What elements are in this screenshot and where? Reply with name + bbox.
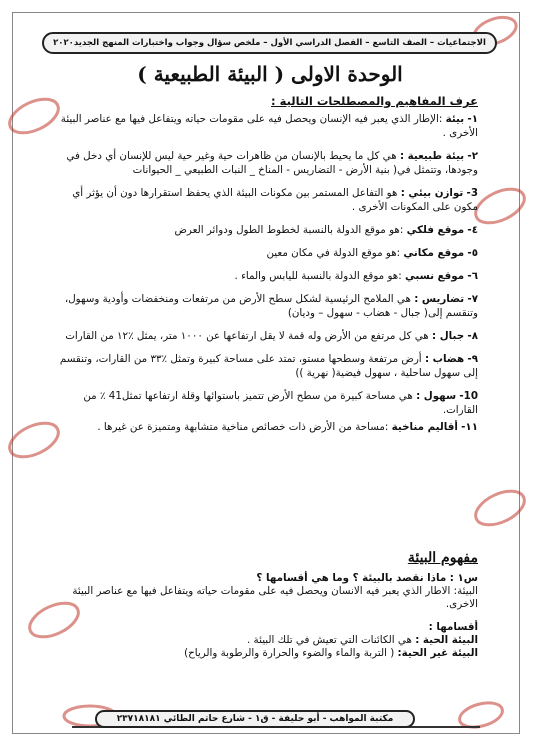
- definition-term: هضاب :: [424, 353, 465, 365]
- parts-heading: أقسامها :: [428, 621, 478, 633]
- definition-number: ١-: [467, 113, 478, 125]
- watermark-stamp-left-1: [4, 96, 64, 136]
- definition-text: هي الملامح الرئيسية لشكل سطح الأرض من مرتفعات ومنخفضات وأودية وسهول، وتنقسم إلى( جبال - هضاب - سهول – وديان): [64, 293, 478, 319]
- definition-term: جبال :: [432, 330, 465, 342]
- concept-qa: [56, 572, 478, 660]
- definition-number: 10-: [459, 390, 478, 402]
- definition-item: [56, 269, 478, 283]
- living-environment-label: البيئة الحية :: [415, 634, 478, 646]
- definition-text: :هو موقع الدولة بالنسبة لخطوط الطول ودوائر العرض: [174, 224, 404, 236]
- definition-number: ٤-: [467, 224, 478, 236]
- definition-item: [56, 420, 478, 434]
- definition-number: ٥-: [467, 247, 478, 259]
- definition-text: :هو موقع الدولة في مكان معين: [266, 247, 401, 259]
- definition-item: [56, 223, 478, 237]
- definition-item: [56, 246, 478, 260]
- definition-number: ٩-: [467, 353, 478, 365]
- definition-item: [56, 389, 478, 417]
- definition-text: :الإطار الذي يعبر فيه الإنسان ويحصل فيه على مقومات حياته ويتفاعل فيها مع عناصر البيئة الأخرى .: [60, 113, 478, 139]
- definition-text: هي كل مرتفع من الأرض وله قمة لا يقل ارتفاعها عن ١٠٠٠ متر، يمثل ٪١٢ من القارات: [65, 330, 429, 342]
- living-environment-line: [56, 634, 478, 647]
- page-header: [42, 32, 497, 54]
- watermark-stamp-right-1: [470, 186, 530, 226]
- footer-text: مكتبة المواهب - أبو حليفة - ق١ - شارع حاتم الطائي ٢٣٧١٨١٨١: [116, 714, 394, 724]
- definition-term: أقاليم مناخية: [391, 421, 458, 433]
- definition-term: سهول :: [416, 390, 457, 402]
- page-footer: [95, 710, 415, 728]
- definition-text: هو التفاعل المستمر بين مكونات البيئة الذي يحفظ استقرارها دون أن يؤثر أي مكون على المكونات الأخرى .: [72, 187, 478, 213]
- question-text: س١ : ماذا نقصد بالبيئة ؟ وما هي أقسامها ؟: [256, 572, 478, 584]
- nonliving-environment-text: ( التربة والماء والضوء والحرارة والرطوبة والرياح): [184, 647, 395, 659]
- definition-item: [56, 292, 478, 320]
- definition-text: أرض مرتفعة وسطحها مستو، تمتد على مساحة كبيرة وتمثل ٪٣٣ من القارات، وتنقسم إلى سهول ساحلية ، سهول فيضية( نهرية )): [59, 353, 478, 379]
- definition-text: :مساحة من الأرض ذات خصائص مناخية متشابهة ومتميزة عن غيرها .: [97, 421, 389, 433]
- definition-number: ١١-: [461, 421, 478, 433]
- definition-item: [56, 149, 478, 177]
- definition-number: ٨-: [467, 330, 478, 342]
- definition-term: بيئة طبيعية :: [399, 150, 465, 162]
- watermark-stamp-left-2: [4, 420, 64, 460]
- definition-text: :هو موقع الدولة بالنسبة لليابس والماء .: [234, 270, 402, 282]
- definition-text: هي مساحة كبيرة من سطح الأرض تتميز باستوائها وقلة ارتفاعها تمثل41 ٪ من القارات.: [83, 390, 478, 416]
- definition-text: هي كل ما يحيط بالإنسان من ظاهرات حية وغير حية ليس للإنسان أي دخل في وجودها، وتتمثل في( بنية الأرض - التضاريس - المناخ _ النبات الطبيعي _ الحيوانات: [66, 150, 478, 176]
- definition-term: بيئة: [445, 113, 465, 125]
- definition-number: ٢-: [467, 150, 478, 162]
- definitions-heading: عرف المفاهيم والمصطلحات التالية :: [271, 94, 478, 108]
- header-text: الاجتماعيات – الصف التاسع – الفصل الدراسي الأول – ملخص سؤال وجواب واختبارات المنهج الجديد٢٠٢٠: [53, 38, 486, 48]
- answer-text: البيئة: الاطار الذي يعبر فيه الانسان ويحصل فيه على مقومات حياته ويتفاعل فيها مع عناصر البيئة الاخرى.: [72, 585, 478, 610]
- living-environment-text: هي الكائنات التي تعيش في تلك البيئة .: [247, 634, 412, 646]
- definition-term: توازن بيئي :: [400, 187, 464, 199]
- nonliving-environment-label: البيئة غير الحية:: [397, 647, 478, 659]
- concept-heading: مفهوم البيئة: [407, 550, 478, 566]
- definition-term: موقع فلكي: [406, 224, 465, 236]
- definition-item: [56, 186, 478, 214]
- definitions-section: [56, 94, 478, 443]
- definition-term: تضاريس :: [414, 293, 465, 305]
- watermark-stamp-right-2: [470, 488, 530, 528]
- definition-item: [56, 352, 478, 380]
- definition-term: موقع نسبي: [404, 270, 465, 282]
- unit-title: الوحدة الاولى ( البيئة الطبيعية ): [137, 62, 403, 86]
- nonliving-environment-line: [56, 647, 478, 660]
- definition-number: ٦-: [467, 270, 478, 282]
- definition-number: 3-: [466, 187, 478, 199]
- definition-term: موقع مكاني: [403, 247, 465, 259]
- definition-item: [56, 112, 478, 140]
- definition-item: [56, 329, 478, 343]
- definition-number: ٧-: [467, 293, 478, 305]
